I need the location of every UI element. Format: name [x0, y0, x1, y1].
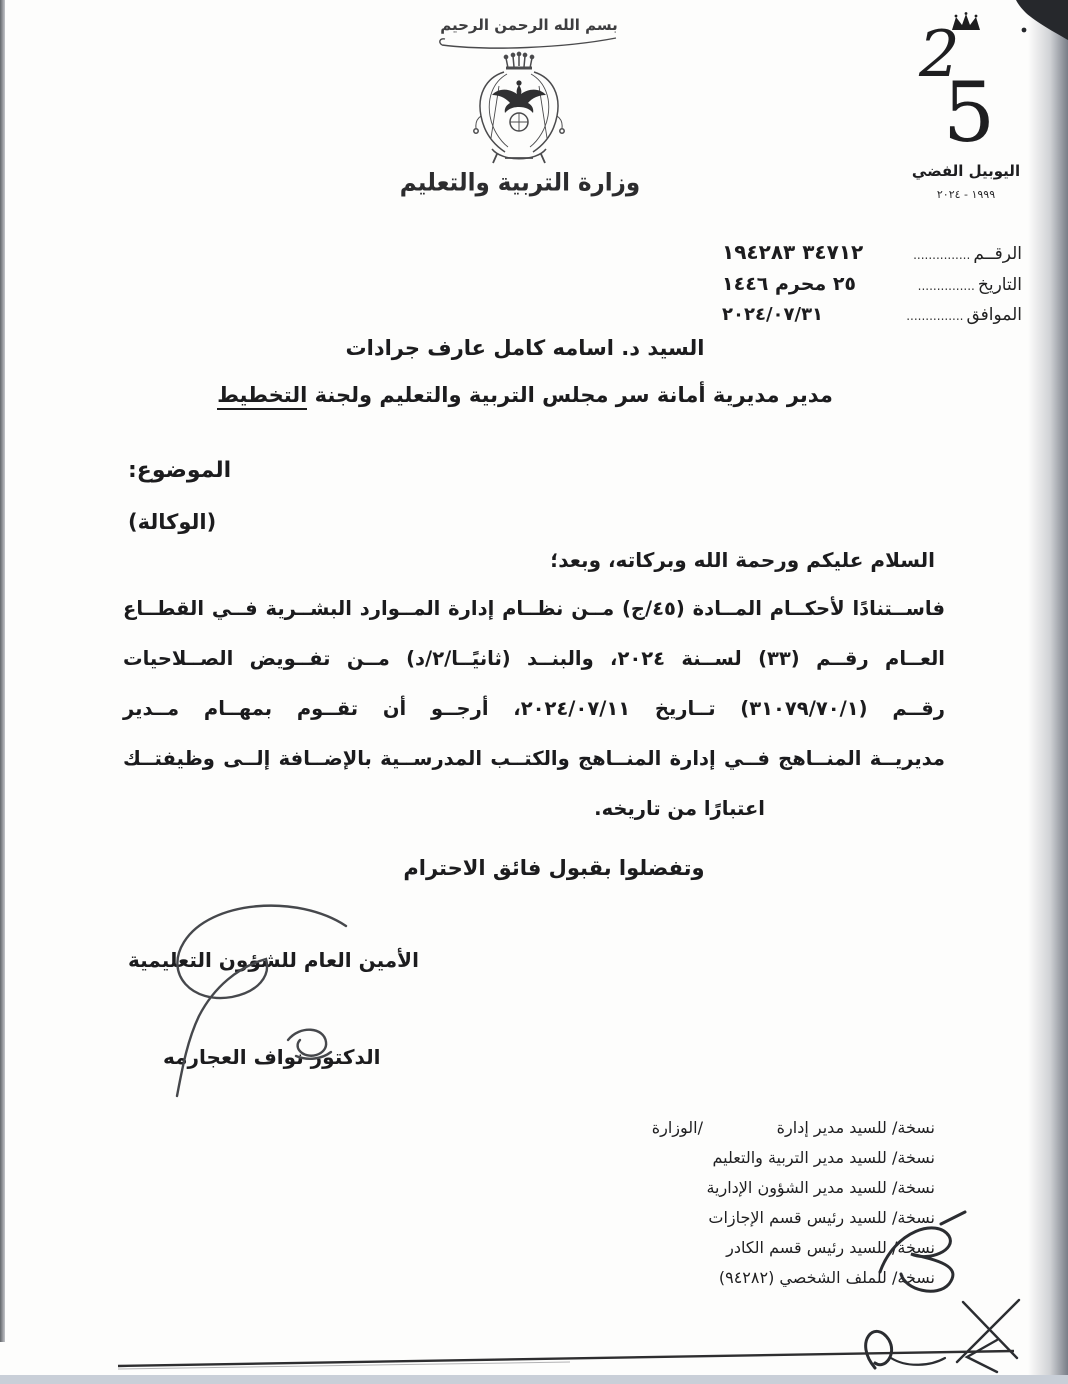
- addressee-title-underlined: التخطيط: [217, 383, 307, 410]
- ref-row-number: [722, 240, 1022, 264]
- signature-scribble: [138, 898, 373, 1113]
- greeting-line: السلام عليكم ورحمة الله وبركاته، وبعد؛: [550, 548, 935, 572]
- ref-date-label: التاريخ: [977, 275, 1022, 295]
- scan-edge-left: [0, 0, 5, 1342]
- signature-title: الأمين العام للشؤون التعليمية: [128, 948, 419, 972]
- body-line: اعتبارًا من تاريخه.: [594, 797, 765, 820]
- signature-name: الدكتور نواف العجارمه: [163, 1045, 381, 1069]
- dotted-leader: ...............: [906, 309, 964, 323]
- eagle-emblem: [492, 80, 546, 113]
- ref-number-label: الرقــم: [973, 244, 1022, 264]
- jordan-coat-of-arms: [458, 50, 580, 174]
- body-line: العــام رقــم (٣٣) لســنة ٢٠٢٤، والبنــد (ثانيًــا/٢/د) مــن تفــويض الصــلاحيات: [123, 647, 945, 670]
- jubilee-years: ١٩٩٩ - ٢٠٢٤: [936, 188, 996, 201]
- subject-label: الموضوع:: [128, 458, 232, 483]
- reference-block: [722, 240, 1022, 334]
- scan-corner-blob: [1006, 0, 1068, 44]
- ref-corresponding-label: الموافق: [966, 305, 1022, 325]
- footer-rule: [100, 1340, 1030, 1374]
- cc-item: نسخة/ للملف الشخصي (٩٤٢٨٢): [718, 1268, 935, 1287]
- body-paragraph: [123, 597, 945, 820]
- cc-item: نسخة/ للسيد رئيس قسم الإجازات: [708, 1208, 935, 1227]
- basmala-flourish: [434, 35, 624, 49]
- body-line: فاســتنادًا لأحكــام المــادة (٤٥/ج) مــن نظــام إدارة المــوارد البشــرية فــي القطــاع: [123, 597, 945, 620]
- addressee-title: [0, 383, 1050, 407]
- ref-number-value: ٣٤٧١٢ ١٩٤٢٨٣: [722, 240, 864, 264]
- ref-corresponding-value: ٢٠٢٤/٠٧/٣١: [722, 304, 824, 325]
- jubilee-numeral-2: 2: [919, 18, 960, 92]
- subject-value: (الوكالة): [128, 510, 217, 534]
- cc-ministry-note: /الوزارة: [651, 1118, 703, 1137]
- cc-item: نسخة/ للسيد مدير الشؤون الإدارية: [706, 1178, 935, 1197]
- ref-row-corresponding: [722, 304, 1022, 325]
- scan-bottom-band: [0, 1375, 1068, 1384]
- ref-row-date: [722, 273, 1022, 295]
- dotted-leader: ...............: [913, 248, 971, 262]
- ref-date-value: ٢٥ محرم ١٤٤٦: [722, 273, 857, 295]
- body-line: رقــم (٣١٠٧٩/٧٠/١) تــاريخ ٢٠٢٤/٠٧/١١، أرجــو أن تقــوم بمهــام مــدير: [123, 697, 945, 720]
- closing-line: وتفضلوا بقبول فائق الاحترام: [403, 856, 705, 880]
- jubilee-title: اليوبيل الفضي: [911, 162, 1021, 180]
- cc-item: نسخة/ للسيد مدير إدارة: [776, 1118, 935, 1137]
- basmala-calligraphy: [424, 16, 634, 53]
- jubilee-numeral-5: 5: [943, 66, 996, 161]
- addressee-title-text: مدير مديرية أمانة سر مجلس التربية والتعليم ولجنة: [307, 383, 833, 407]
- basmala-text: بسم الله الرحمن الرحيم: [440, 16, 618, 34]
- cc-item: نسخة/ للسيد رئيس قسم الكادر: [726, 1238, 935, 1257]
- body-line: مديريــة المنــاهج فــي إدارة المنــاهج والكتــب المدرســية بالإضــافة إلــى وظيفتــك: [123, 747, 945, 770]
- addressee-name: السيد د. اسامه كامل عارف جرادات: [345, 336, 705, 360]
- ministry-name-calligraphy: وزارة التربية والتعليم: [399, 169, 641, 197]
- dotted-leader: ...............: [917, 279, 975, 293]
- scan-edge-right: [1028, 0, 1068, 1384]
- cc-item: نسخة/ للسيد مدير التربية والتعليم: [712, 1148, 935, 1167]
